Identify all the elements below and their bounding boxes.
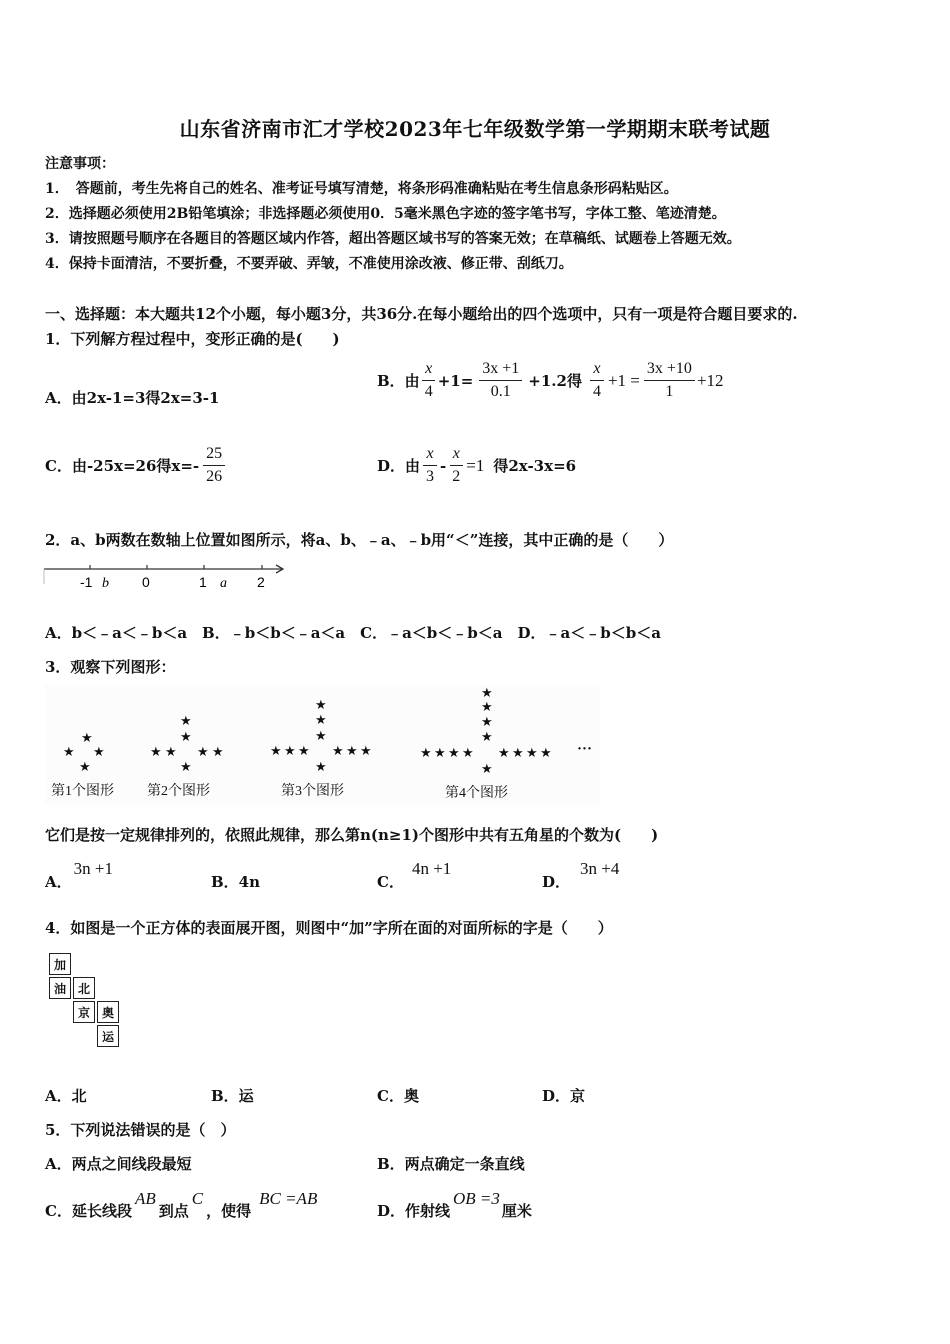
figure-caption: 第1个图形 xyxy=(51,784,114,799)
star: ★ xyxy=(332,744,344,759)
option-label: A． xyxy=(45,873,72,891)
q5-c-c: C xyxy=(191,1189,204,1208)
q1-option-a: A．由2x-1=3得2x=3-1 xyxy=(45,389,220,407)
page-title: 山东省济南市汇才学校2023年七年级数学第一学期期末联考试题 xyxy=(179,117,771,141)
number-line-figure xyxy=(42,560,290,592)
frac-num: x xyxy=(423,445,436,466)
q5-d-prefix: D．作射线 xyxy=(377,1202,451,1220)
q1-d-tail: 得2x-3x=6 xyxy=(493,457,577,476)
q5-option-d xyxy=(377,1189,532,1221)
star: ★ xyxy=(180,714,192,729)
cube-face: 运 xyxy=(97,1025,119,1047)
star: ★ xyxy=(298,744,310,759)
frac-num: x xyxy=(450,445,463,466)
option-expr: 3n +4 xyxy=(580,859,620,878)
star: ★ xyxy=(79,760,91,775)
q5-c-ab: AB xyxy=(134,1189,156,1208)
q4-option-c: C．奥 xyxy=(377,1087,419,1105)
q5-option-c xyxy=(45,1189,318,1221)
frac-den: 1 xyxy=(665,383,674,401)
star: ★ xyxy=(150,745,162,760)
q1-d-minus: - xyxy=(440,456,447,475)
q5-option-a: A．两点之间线段最短 xyxy=(45,1155,192,1173)
star: ★ xyxy=(434,746,446,761)
q1-option-b xyxy=(377,360,724,402)
question-4-stem: 4．如图是一个正方体的表面展开图，则图中“加”字所在面的对面所标的字是（ ） xyxy=(45,919,613,937)
q1-d-fraction-2 xyxy=(449,445,463,487)
star: ★ xyxy=(212,745,224,760)
star: ★ xyxy=(315,713,327,728)
q4-option-a: A．北 xyxy=(45,1087,87,1105)
star: ★ xyxy=(498,746,510,761)
q5-d-tail: 厘米 xyxy=(501,1202,532,1220)
frac-num: x xyxy=(590,360,603,381)
cube-face: 加 xyxy=(49,953,71,975)
q1-d-prefix: D．由 xyxy=(377,457,421,476)
star: ★ xyxy=(315,729,327,744)
star: ★ xyxy=(512,746,524,761)
star: ★ xyxy=(180,760,192,775)
q1-b-fraction-2 xyxy=(479,360,522,402)
q2-options: A．b＜﹣a＜﹣b＜a B．﹣b＜b＜﹣a＜a C．﹣a＜b＜﹣b＜a D．﹣a＜﹣b＜b＜a xyxy=(45,624,661,642)
figure-caption: 第3个图形 xyxy=(281,784,344,799)
axis-label: -1 xyxy=(80,574,93,590)
notice-item: 4．保持卡面清洁，不要折叠，不要弄破、弄皱，不准使用涂改液、修正带、刮纸刀。 xyxy=(45,256,573,272)
q1-b-fraction-1 xyxy=(422,360,436,402)
star: ★ xyxy=(315,760,327,775)
question-1-stem: 1．下列解方程过程中，变形正确的是( ) xyxy=(45,330,340,348)
star: ★ xyxy=(315,698,327,713)
q1-b-fraction-4 xyxy=(644,360,695,402)
q1-d-eq: =1 xyxy=(466,455,485,475)
option-label: D． xyxy=(542,873,571,891)
star: ★ xyxy=(481,700,493,715)
question-5-stem: 5．下列说法错误的是（ ） xyxy=(45,1121,236,1139)
star: ★ xyxy=(197,745,209,760)
q1-b-mid3: +1 = xyxy=(607,370,640,390)
q1-c-fraction xyxy=(203,445,225,487)
q3-option-c xyxy=(377,858,452,891)
star: ★ xyxy=(360,744,372,759)
q1-option-c xyxy=(45,445,225,487)
axis-label: a xyxy=(220,576,227,591)
axis-label: b xyxy=(102,576,109,591)
axis-label: 2 xyxy=(257,574,265,590)
cube-face: 油 xyxy=(49,977,71,999)
star: ★ xyxy=(180,730,192,745)
axis-label: 0 xyxy=(142,574,150,590)
frac-num: 3x +1 xyxy=(479,360,522,381)
q5-c-expr: BC =AB xyxy=(259,1189,318,1208)
star: ★ xyxy=(526,746,538,761)
question-3-stem: 3．观察下列图形： xyxy=(45,658,176,676)
q3-option-d xyxy=(542,858,620,891)
star: ★ xyxy=(63,745,75,760)
option-expr: 4n +1 xyxy=(411,859,452,878)
notice-item: 3．请按照题号顺序在各题目的答题区域内作答，超出答题区域书写的答案无效；在草稿纸、试题卷上答题无效。 xyxy=(45,231,741,247)
figure-caption: 第4个图形 xyxy=(445,786,508,801)
star: ★ xyxy=(93,745,105,760)
q4-option-b: B．运 xyxy=(211,1087,254,1105)
q5-c-prefix: C．延长线段 xyxy=(45,1202,132,1220)
notice-item: 2．选择题必须使用2B铅笔填涂；非选择题必须使用0．5毫米黑色字迹的签字笔书写，字体工整、笔迹清楚。 xyxy=(45,206,726,222)
star: ★ xyxy=(270,744,282,759)
section-heading: 一、选择题：本大题共12个小题，每小题3分，共36分.在每小题给出的四个选项中，只有一项是符合题目要求的. xyxy=(45,305,798,323)
option-expr: 3n +1 xyxy=(73,859,113,878)
q1-b-mid1: +1= xyxy=(437,371,474,390)
q5-option-b: B．两点确定一条直线 xyxy=(377,1155,525,1173)
q4-option-d: D．京 xyxy=(542,1087,586,1105)
star: ★ xyxy=(481,762,493,777)
frac-num: 25 xyxy=(203,445,225,466)
star: ★ xyxy=(481,686,493,701)
star: ★ xyxy=(462,746,474,761)
notice-heading: 注意事项： xyxy=(45,156,115,172)
star-pattern-figure xyxy=(45,685,600,805)
star: ★ xyxy=(284,744,296,759)
star: ★ xyxy=(420,746,432,761)
frac-den: 26 xyxy=(206,468,223,486)
q1-d-fraction-1 xyxy=(423,445,437,487)
cube-face: 北 xyxy=(73,977,95,999)
star: ★ xyxy=(448,746,460,761)
cube-net-figure xyxy=(49,953,121,1047)
star: ★ xyxy=(346,744,358,759)
frac-den: 3 xyxy=(426,468,435,486)
cube-face: 奥 xyxy=(97,1001,119,1023)
q1-c-prefix: C．由-25x=26得x=- xyxy=(45,457,200,476)
q1-b-tail: +12 xyxy=(696,370,724,390)
frac-den: 4 xyxy=(424,383,433,401)
frac-den: 0.1 xyxy=(490,383,511,401)
q3-option-b: B．4n xyxy=(211,873,261,891)
q1-b-mid2: +1.2得 xyxy=(528,372,582,391)
star: ★ xyxy=(165,745,177,760)
star: ★ xyxy=(481,715,493,730)
frac-num: 3x +10 xyxy=(644,360,695,381)
frac-den: 2 xyxy=(452,468,461,486)
question-2-stem: 2．a、b两数在数轴上位置如图所示，将a、b、﹣a、﹣b用“＜”连接，其中正确的是（ ） xyxy=(45,531,674,549)
q1-option-d xyxy=(377,445,576,487)
q5-c-mid: 到点 xyxy=(158,1202,189,1220)
q5-d-expr: OB =3 xyxy=(453,1189,500,1208)
axis-label: 1 xyxy=(199,574,207,590)
q1-b-prefix: B．由 xyxy=(377,372,420,391)
q5-c-mid2: ，使得 xyxy=(206,1202,252,1220)
star: ★ xyxy=(81,731,93,746)
option-label: C． xyxy=(377,873,404,891)
star: ★ xyxy=(481,730,493,745)
figure-caption: 第2个图形 xyxy=(147,784,210,799)
q3-option-a xyxy=(45,858,113,891)
frac-den: 4 xyxy=(592,383,601,401)
cube-face: 京 xyxy=(73,1001,95,1023)
star: ★ xyxy=(540,746,552,761)
q3-rule: 它们是按一定规律排列的，依照此规律，那么第n(n≥1)个图形中共有五角星的个数为( ) xyxy=(45,826,659,844)
ellipsis: ··· xyxy=(577,741,593,757)
q1-b-fraction-3 xyxy=(590,360,604,402)
frac-num: x xyxy=(422,360,435,381)
notice-item: 1． 答题前，考生先将自己的姓名、准考证号填写清楚，将条形码准确粘贴在考生信息条形码粘贴区。 xyxy=(45,181,678,197)
